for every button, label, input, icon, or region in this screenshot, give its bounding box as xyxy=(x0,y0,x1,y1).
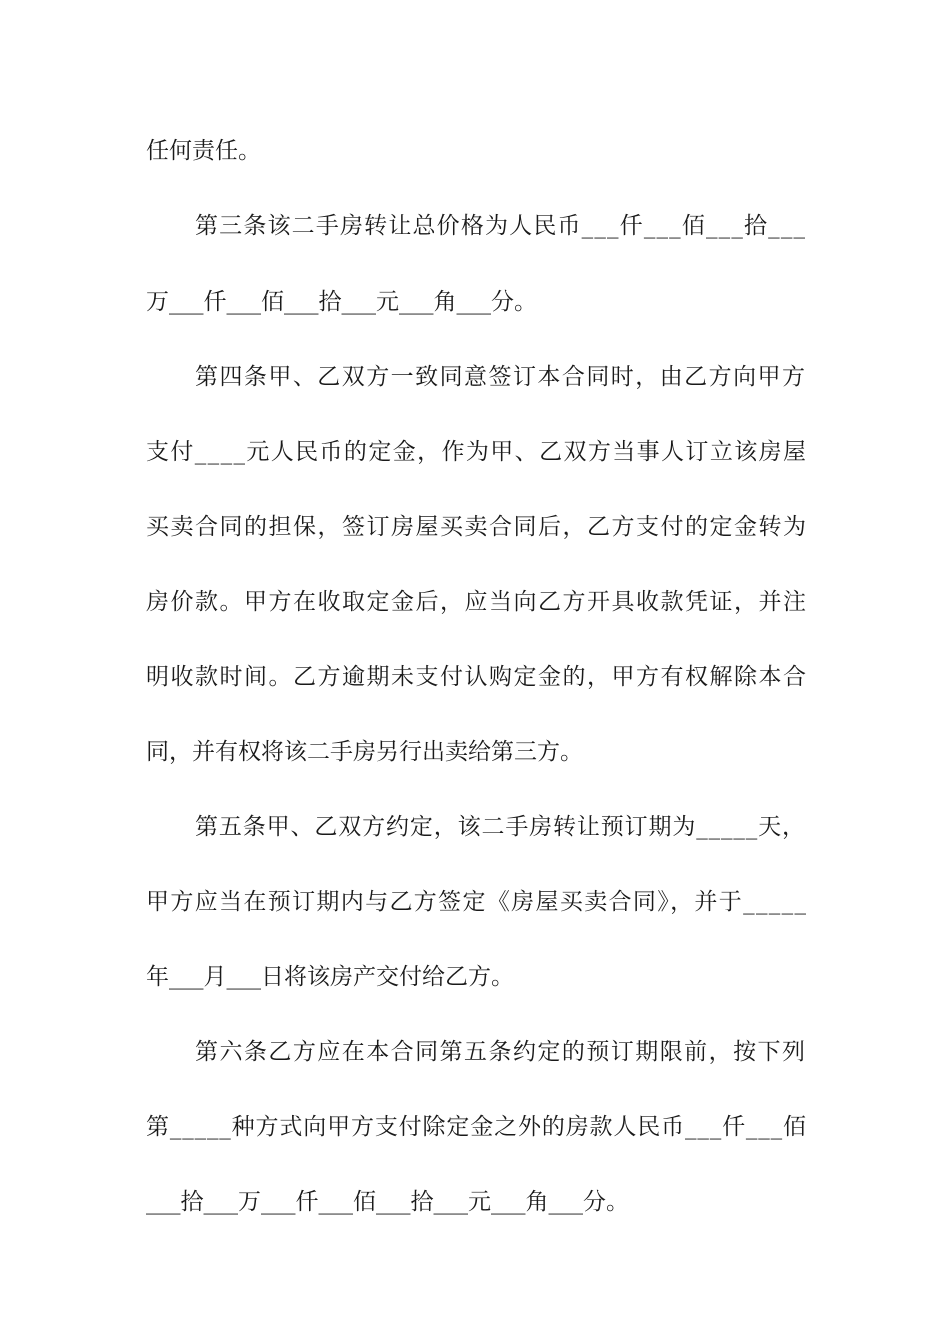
text-line-2: 第三条该二手房转让总价格为人民币___仟___佰___拾___ xyxy=(195,213,807,239)
text-line-6: 买卖合同的担保，签订房屋买卖合同后，乙方支付的定金转为 xyxy=(146,514,808,540)
text-line-15: ___拾___万___仟___佰___拾___元___角___分。 xyxy=(146,1189,629,1215)
text-line-8: 明收款时间。乙方逾期未支付认购定金的，甲方有权解除本合 xyxy=(146,664,808,690)
text-line-9: 同，并有权将该二手房另行出卖给第三方。 xyxy=(146,739,583,765)
text-line-4: 第四条甲、乙双方一致同意签订本合同时，由乙方向甲方 xyxy=(195,364,807,390)
text-line-11: 甲方应当在预订期内与乙方签定《房屋买卖合同》，并于_____ xyxy=(146,889,808,915)
text-line-5: 支付____元人民币的定金，作为甲、乙双方当事人订立该房屋 xyxy=(146,439,808,465)
text-line-1: 任何责任。 xyxy=(146,138,261,164)
text-line-3: 万___仟___佰___拾___元___角___分。 xyxy=(146,289,537,315)
text-line-14: 第_____种方式向甲方支付除定金之外的房款人民币___仟___佰 xyxy=(146,1114,807,1140)
text-line-7: 房价款。甲方在收取定金后，应当向乙方开具收款凭证，并注 xyxy=(146,589,808,615)
text-line-12: 年___月___日将该房产交付给乙方。 xyxy=(146,964,514,990)
text-line-13: 第六条乙方应在本合同第五条约定的预订期限前，按下列 xyxy=(195,1039,807,1065)
text-line-10: 第五条甲、乙双方约定，该二手房转让预订期为_____天， xyxy=(195,814,806,840)
